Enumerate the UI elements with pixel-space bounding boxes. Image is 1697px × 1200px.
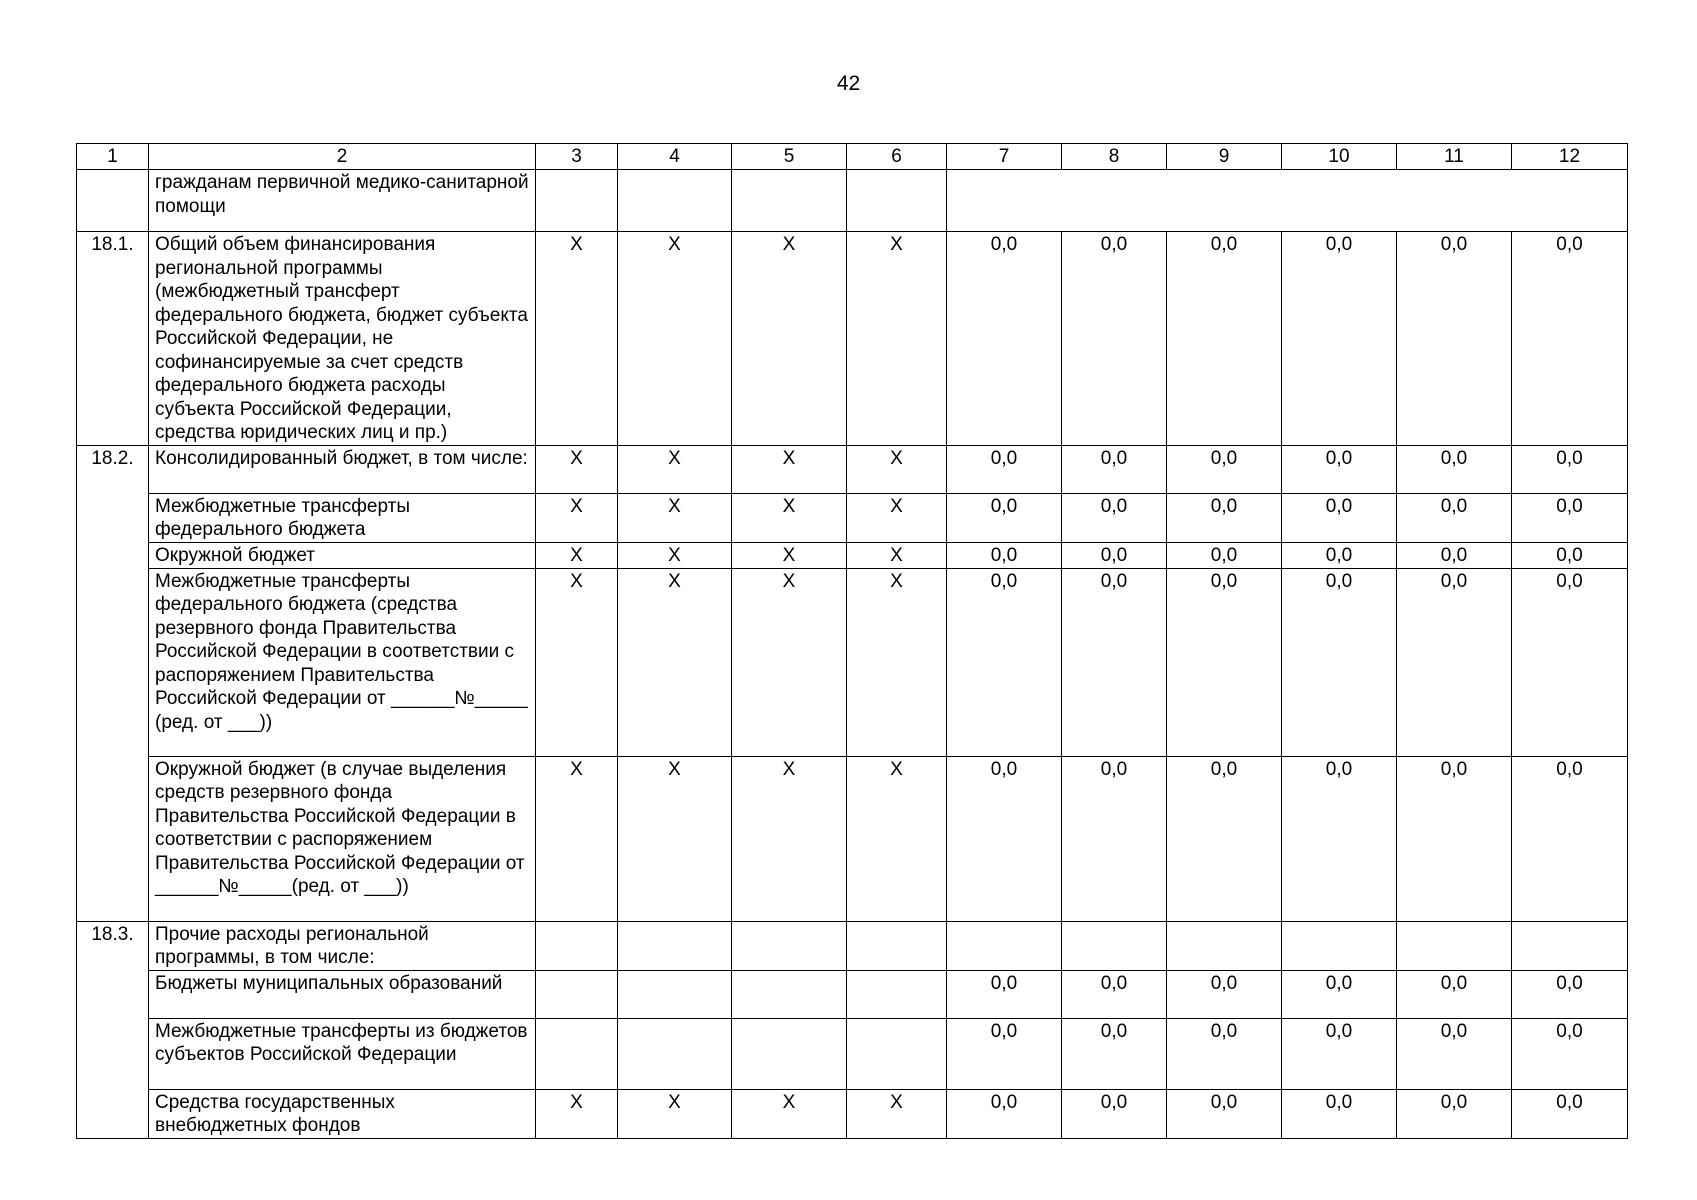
value-cell: X [732,1089,847,1138]
value-cell [1167,921,1282,970]
row-description-cell: Консолидированный бюджет, в том числе: [149,445,536,493]
value-cell: 0,0 [1397,1018,1512,1089]
value-cell: X [847,568,947,756]
page-number: 42 [836,72,861,95]
value-cell: X [732,756,847,921]
table-row [77,921,1628,970]
value-cell: 0,0 [1397,970,1512,1018]
value-cell [732,921,847,970]
row-number-cell: 18.2. [77,445,149,921]
value-cell: 0,0 [1167,542,1282,568]
row-number-cell: 18.1. [77,232,149,446]
value-cell: 0,0 [947,445,1062,493]
value-cell: X [618,1089,732,1138]
value-cell: X [536,493,618,542]
value-cell: 0,0 [1282,756,1397,921]
value-cell: 0,0 [1512,445,1628,493]
value-cell: 0,0 [1062,970,1167,1018]
value-cell [618,921,732,970]
value-cell: X [732,232,847,446]
value-cell: 0,0 [1397,1089,1512,1138]
table-row [77,170,1628,232]
table-row [77,542,1628,568]
header-cell: 9 [1167,144,1282,170]
value-cell: 0,0 [947,970,1062,1018]
value-cell: 0,0 [1282,1089,1397,1138]
value-cell [847,970,947,1018]
value-cell: X [732,493,847,542]
value-cell: 0,0 [1397,756,1512,921]
value-cell: X [847,232,947,446]
value-cell: X [618,493,732,542]
value-cell: 0,0 [1167,1089,1282,1138]
value-cell: X [847,493,947,542]
value-cell: X [536,445,618,493]
value-cell: X [618,445,732,493]
value-cell: 0,0 [1282,568,1397,756]
value-cell: 0,0 [1397,568,1512,756]
value-cell: 0,0 [1512,493,1628,542]
value-cell: X [847,756,947,921]
value-cell: X [618,232,732,446]
table-row [77,232,1628,446]
value-cell: 0,0 [1397,542,1512,568]
value-cell: 0,0 [1167,445,1282,493]
value-cell: 0,0 [1062,445,1167,493]
row-description-cell: Межбюджетные трансферты федерального бюджета [149,493,536,542]
table-row [77,756,1628,921]
value-cell: 0,0 [1512,568,1628,756]
value-cell: 0,0 [947,756,1062,921]
row-description-cell: Окружной бюджет [149,542,536,568]
row-number-cell: 18.3. [77,921,149,1138]
value-cell: 0,0 [1512,232,1628,446]
value-cell: X [536,232,618,446]
header-cell: 7 [947,144,1062,170]
value-cell: 0,0 [1062,542,1167,568]
financing-table [76,143,1628,1139]
empty-cell [732,170,847,232]
value-cell: 0,0 [1167,1018,1282,1089]
value-cell: X [847,1089,947,1138]
value-cell: X [618,542,732,568]
value-cell: 0,0 [1062,568,1167,756]
row-description-cell: Межбюджетные трансферты из бюджетов субъектов Российской Федерации [149,1018,536,1089]
header-cell: 2 [149,144,536,170]
row-description-cell: гражданам первичной медико-санитарной помощи [149,170,536,232]
row-description-cell: Прочие расходы региональной программы, в том числе: [149,921,536,970]
value-cell: 0,0 [1512,542,1628,568]
value-cell: 0,0 [1282,232,1397,446]
header-cell: 11 [1397,144,1512,170]
value-cell: 0,0 [1167,756,1282,921]
value-cell [1282,921,1397,970]
value-cell: 0,0 [1282,493,1397,542]
value-cell: 0,0 [1062,493,1167,542]
value-cell: 0,0 [1397,493,1512,542]
value-cell: X [732,445,847,493]
value-cell: X [847,542,947,568]
value-cell: 0,0 [1282,1018,1397,1089]
row-description-cell: Средства государственных внебюджетных фондов [149,1089,536,1138]
value-cell: 0,0 [1167,970,1282,1018]
value-cell [847,921,947,970]
value-cell: 0,0 [1397,445,1512,493]
row-description-cell: Общий объем финансирования региональной программы (межбюджетный трансферт федерального бюджета, бюджет субъекта Российской Федерации, не софинансируемые за счет средств федерального бюджета расходы субъекта Российской Федерации, средства юридических лиц и пр.) [149,232,536,446]
value-cell: 0,0 [1282,542,1397,568]
value-cell [732,970,847,1018]
value-cell: 0,0 [1167,568,1282,756]
value-cell: 0,0 [1512,1018,1628,1089]
value-cell: X [847,445,947,493]
value-cell: X [732,542,847,568]
value-cell: X [732,568,847,756]
header-cell: 1 [77,144,149,170]
value-cell: X [618,756,732,921]
header-cell: 4 [618,144,732,170]
value-cell [1062,921,1167,970]
value-cell: 0,0 [947,232,1062,446]
value-cell: X [536,542,618,568]
value-cell: 0,0 [1512,1089,1628,1138]
header-cell: 6 [847,144,947,170]
value-cell: 0,0 [1062,232,1167,446]
value-cell [847,1018,947,1089]
value-cell: 0,0 [947,568,1062,756]
value-cell [732,1018,847,1089]
header-cell: 5 [732,144,847,170]
empty-cell [847,170,947,232]
value-cell: X [618,568,732,756]
header-cell: 12 [1512,144,1628,170]
value-cell: 0,0 [1062,756,1167,921]
header-cell: 8 [1062,144,1167,170]
value-cell: 0,0 [1282,970,1397,1018]
row-number-cell [77,170,149,232]
value-cell: 0,0 [1167,493,1282,542]
value-cell: 0,0 [947,1018,1062,1089]
value-cell [1397,921,1512,970]
value-cell: 0,0 [1512,970,1628,1018]
table-row [77,1018,1628,1089]
row-description-cell: Бюджеты муниципальных образований [149,970,536,1018]
value-cell: X [536,568,618,756]
table-row [77,970,1628,1018]
value-cell: 0,0 [947,1089,1062,1138]
row-description-cell: Межбюджетные трансферты федерального бюджета (средства резервного фонда Правительства Российской Федерации в соответствии с распоряжением Правительства Российской Федерации от ______№_____ (ред. от ___)) [149,568,536,756]
value-cell: 0,0 [1062,1018,1167,1089]
value-cell: X [536,1089,618,1138]
value-cell [618,1018,732,1089]
value-cell [536,970,618,1018]
value-cell [536,1018,618,1089]
table-row [77,445,1628,493]
value-cell [947,921,1062,970]
header-cell: 10 [1282,144,1397,170]
value-cell [536,921,618,970]
value-cell: X [536,756,618,921]
value-cell: 0,0 [1167,232,1282,446]
value-cell: 0,0 [1062,1089,1167,1138]
value-cell: 0,0 [1282,445,1397,493]
value-cell: 0,0 [947,542,1062,568]
value-cell: 0,0 [1512,756,1628,921]
table-row [77,568,1628,756]
value-cell [618,970,732,1018]
value-cell [1512,921,1628,970]
header-row [77,144,1628,170]
value-cell: 0,0 [947,493,1062,542]
row-description-cell: Окружной бюджет (в случае выделения средств резервного фонда Правительства Российской Федерации в соответствии с распоряжением Правительства Российской Федерации от ______№_____(ред. от ___)) [149,756,536,921]
merged-empty-cell [947,170,1628,232]
table-row [77,1089,1628,1138]
value-cell: 0,0 [1397,232,1512,446]
empty-cell [618,170,732,232]
table-row [77,493,1628,542]
header-cell: 3 [536,144,618,170]
empty-cell [536,170,618,232]
